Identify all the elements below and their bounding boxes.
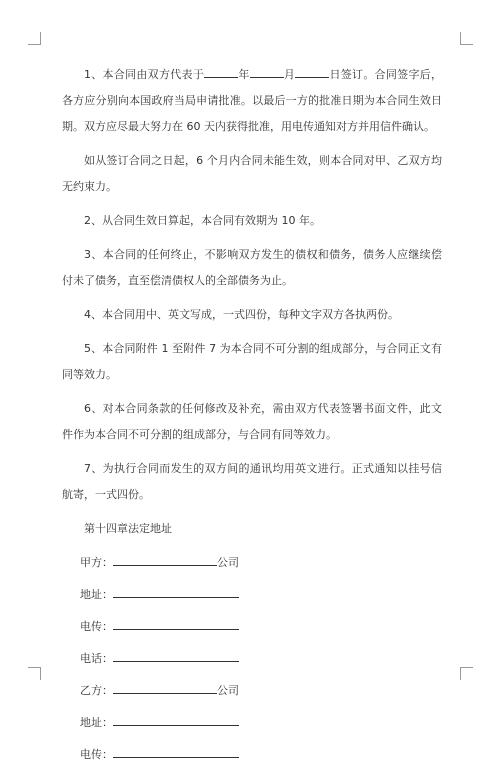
blank-day	[295, 64, 329, 78]
clause-6: 6、对本合同条款的任何修改及补充，需由双方代表签署书面文件，此文件作为本合同不可分割的组成部分，与合同有同等效力。	[62, 402, 442, 441]
party-a-suffix: 公司	[217, 556, 239, 569]
party-a-telex-blank	[113, 615, 239, 630]
clause-5: 5、本合同附件 1 至附件 7 为本合同不可分割的组成部分，与合同正文有同等效力。	[62, 342, 442, 381]
party-a-address-field	[62, 582, 442, 608]
party-b-telex-field	[62, 742, 442, 768]
crop-mark-top-right	[460, 32, 473, 45]
party-a-phone-blank	[113, 647, 239, 662]
party-b-address-field	[62, 710, 442, 736]
party-b-address-label: 地址：	[80, 716, 113, 729]
clause-4: 4、本合同用中、英文写成，一式四份，每种文字双方各执两份。	[84, 308, 399, 321]
party-a-address-blank	[113, 583, 239, 598]
clause-1-text-a: 1、本合同由双方代表于	[84, 68, 205, 81]
party-a-telex-field	[62, 614, 442, 640]
party-a-blank	[113, 551, 217, 566]
blank-year	[204, 64, 238, 78]
clause-1-text-d: 日签订。合同签字后，各方应分别向本国政府当局申请批准。以最后一方的批准日期为本合同生效日期。双方应尽最大努力在 60 天内获得批准，用电传通知对方并用信件确认。	[62, 68, 443, 133]
party-a-label: 甲方：	[80, 556, 113, 569]
clause-3: 3、本合同的任何终止，不影响双方发生的债权和债务，债务人应继续偿付未了债务，直至偿清债权人的全部债务为止。	[62, 248, 442, 287]
party-b-telex-label: 电传：	[80, 748, 113, 761]
party-b-field	[62, 678, 442, 704]
party-a-field	[62, 550, 442, 576]
party-a-telex-label: 电传：	[80, 620, 113, 633]
crop-mark-bottom-left	[28, 667, 41, 680]
document-body	[62, 62, 442, 774]
crop-mark-top-left	[28, 32, 41, 45]
clause-1	[62, 62, 442, 140]
clause-7: 7、为执行合同而发生的双方间的通讯均用英文进行。正式通知以挂号信航寄，一式四份。	[62, 462, 442, 501]
party-b-blank	[113, 679, 217, 694]
clause-2: 2、从合同生效日算起，本合同有效期为 10 年。	[84, 214, 321, 227]
party-a-address-label: 地址：	[80, 588, 113, 601]
party-a-phone-label: 电话：	[80, 652, 113, 665]
clause-1-year-label: 年	[238, 68, 250, 81]
party-a-phone-field	[62, 646, 442, 672]
party-b-suffix: 公司	[217, 684, 239, 697]
crop-mark-bottom-right	[460, 667, 473, 680]
section-title: 第十四章法定地址	[84, 522, 172, 535]
clause-1-month-label: 月	[283, 68, 296, 81]
party-b-telex-blank	[113, 743, 239, 758]
blank-month	[250, 64, 284, 78]
party-b-address-blank	[113, 711, 239, 726]
party-b-label: 乙方：	[80, 684, 113, 697]
clause-1-followup: 如从签订合同之日起，6 个月内合同未能生效，则本合同对甲、乙双方均无约束力。	[62, 154, 442, 193]
